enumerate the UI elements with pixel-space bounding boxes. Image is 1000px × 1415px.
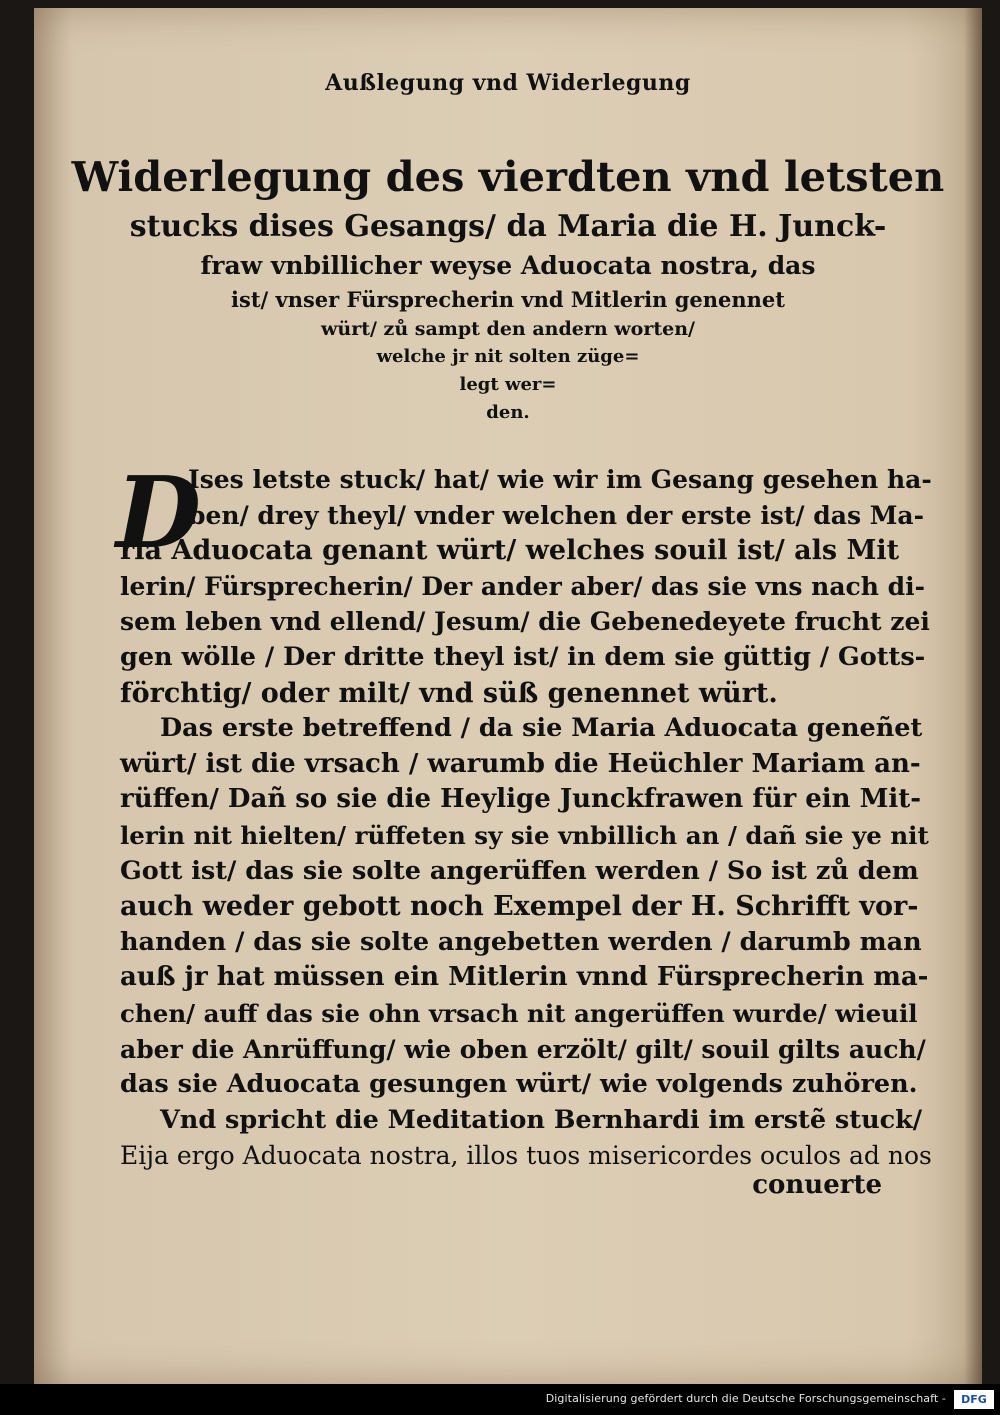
catchword: conuerte [752,1170,882,1200]
body-line: ria Aduocata genant würt/ welches souil ist/ als Mit [120,535,900,567]
dfg-logo-icon [954,1390,994,1409]
title-line: legt wer= [459,374,557,395]
body-line: gen wölle / Der dritte theyl ist/ in dem sie güttig / Gotts- [120,641,926,672]
body-line: handen / das sie solte angebetten werden / darumb man [120,926,922,957]
drop-cap-letter: D [116,456,201,571]
title-line: Widerlegung des vierdten vnd letsten [71,152,945,201]
body-line: sem leben vnd ellend/ Jesum/ die Gebenedeyete frucht zei [120,607,930,637]
body-line: aber die Anrüffung/ wie oben erzölt/ gilt/ souil gilts auch/ [120,1034,926,1064]
body-line: auß jr hat müssen ein Mitlerin vnnd Fürsprecherin ma- [120,962,929,993]
body-line: förchtig/ oder milt/ vnd süß genennet würt. [120,677,778,709]
body-line: lerin nit hielten/ rüffeten sy sie vnbillich an / dañ sie ye nit [120,820,929,850]
funding-credit: Digitalisierung gefördert durch die Deutsche Forschungsgemeinschaft - [545,1392,946,1405]
body-text [120,462,932,1174]
title-line: welche jr nit solten züge= [376,346,640,367]
body-line: auch weder gebott noch Exempel der H. Schrifft vor- [120,891,919,923]
title-line: stucks dises Gesangs/ da Maria die H. Junck- [129,209,887,244]
body-line: Das erste betreffend / da sie Maria Aduocata geneñet [160,713,923,744]
body-line: lerin/ Fürsprecherin/ Der ander aber/ das sie vns nach di- [120,571,925,601]
body-line: ben/ drey theyl/ vnder welchen der erste ist/ das Ma- [188,500,924,530]
title-line: fraw vnbillicher weyse Aduocata nostra, das [200,251,816,280]
title-line: den. [486,402,530,423]
body-line: rüffen/ Dañ so sie die Heylige Junckfrawen für ein Mit- [120,784,922,815]
body-line: würt/ ist die vrsach / warumb die Heüchler Mariam an- [120,748,921,779]
body-line: Gott ist/ das sie solte angerüffen werden / So ist zů dem [120,855,919,886]
chapter-title [34,148,982,427]
dfg-logo-text: DFG [961,1393,987,1406]
title-line: ist/ vnser Fürsprecherin vnd Mitlerin genennet [231,287,785,312]
footer-bar [0,1384,1000,1415]
body-line: Vnd spricht die Meditation Bernhardi im erstẽ stuck/ [160,1104,923,1135]
running-head: Außlegung vnd Widerlegung [325,70,691,96]
body-line: chen/ auff das sie ohn vrsach nit angerüffen wurde/ wieuil [120,998,918,1028]
body-line: Ises letste stuck/ hat/ wie wir im Gesang gesehen ha- [188,465,932,494]
title-line: würt/ zů sampt den andern worten/ [321,318,695,340]
body-line: Eija ergo Aduocata nostra, illos tuos misericordes oculos ad nos [120,1141,932,1171]
body-line: das sie Aduocata gesungen würt/ wie volgends zuhören. [120,1069,918,1100]
